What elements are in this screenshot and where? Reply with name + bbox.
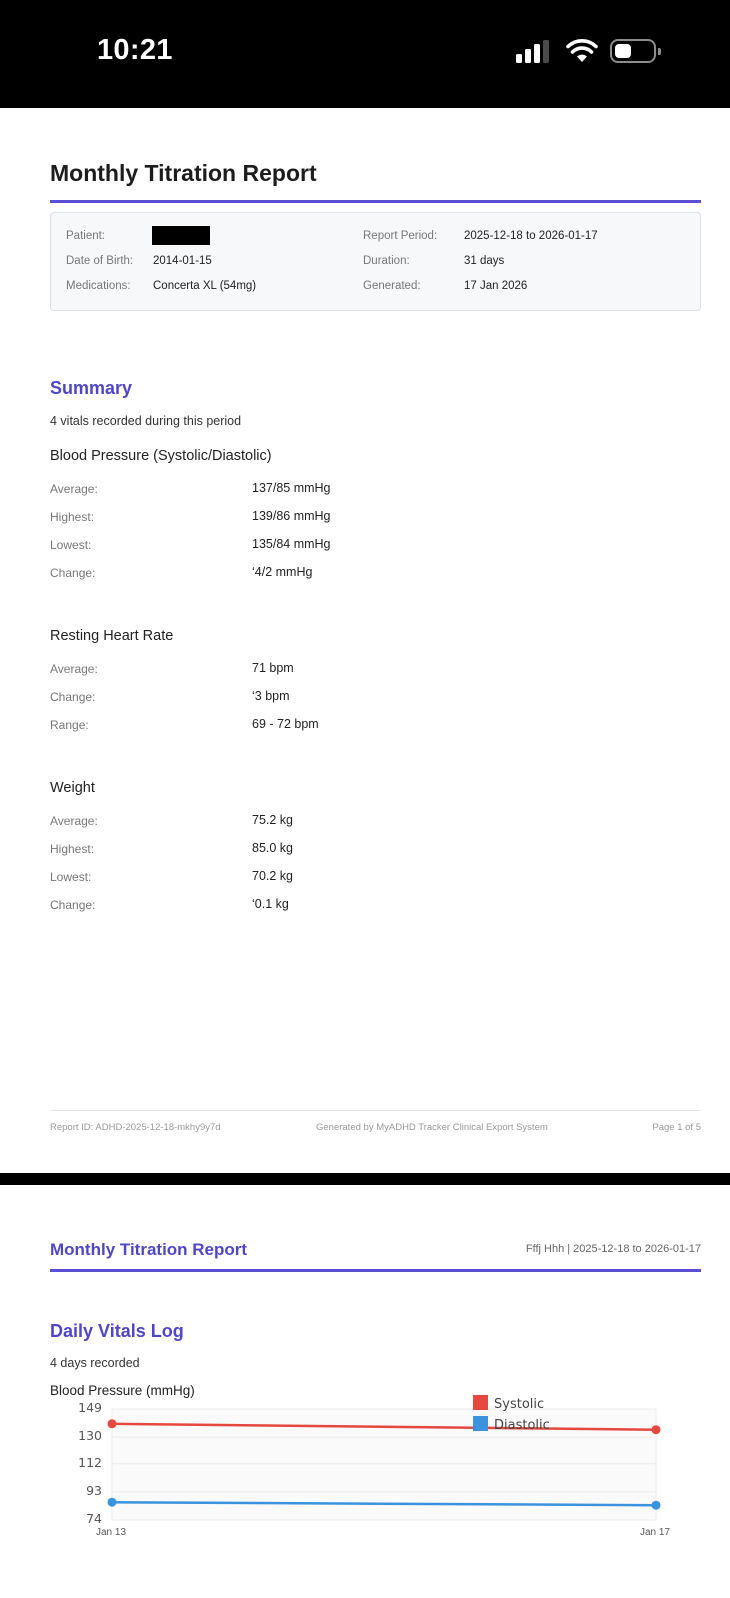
duration-value: 31 days [464,255,505,267]
report-title: Monthly Titration Report [50,160,317,186]
bp-lowest-value: 135/84 mmHg [252,537,331,551]
dob-value: 2014-01-15 [153,255,212,267]
bp-line-chart [0,1185,730,1598]
diastolic-swatch-icon [473,1416,488,1431]
report-page-1 [0,108,730,1173]
hr-average-label: Average: [50,662,98,676]
bp-highest-value: 139/86 mmHg [252,509,331,523]
bp-chart-title: Blood Pressure (mmHg) [50,1383,195,1398]
bp-group-title: Blood Pressure (Systolic/Diastolic) [50,448,272,464]
medications-label: Medications: [66,280,131,292]
weight-change-label: Change: [50,898,96,912]
patient-label: Patient: [66,230,105,242]
generated-label: Generated: [363,280,421,292]
hr-range-value: 69 - 72 bpm [252,717,319,731]
bp-change-value: ‘4/2 mmHg [252,565,313,579]
hr-average-value: 71 bpm [252,661,294,675]
cellular-signal-icon [516,41,554,63]
bp-change-label: Change: [50,566,96,580]
weight-change-value: ‘0.1 kg [252,897,289,911]
report-page-2 [0,1185,730,1598]
weight-highest-label: Highest: [50,842,95,856]
x-tick-label: Jan 13 [96,1527,127,1538]
generated-value: 17 Jan 2026 [464,280,528,292]
weight-average-value: 75.2 kg [252,813,294,827]
weight-average-label: Average: [50,814,98,828]
y-tick-label: 149 [78,1400,102,1415]
systolic-swatch-icon [473,1395,488,1410]
summary-heading: Summary [50,378,133,398]
page-header-meta: Fffj Hhh | 2025-12-18 to 2026-01-17 [525,1243,701,1255]
battery-icon [610,39,656,63]
footer-divider [50,1110,701,1111]
y-tick-label: 112 [78,1454,102,1470]
report-period-value: 2025-12-18 to 2026-01-17 [464,230,598,242]
y-tick-label: 74 [86,1511,102,1526]
daily-vitals-subtitle: 4 days recorded [50,1356,140,1370]
legend-item-diastolic: Diastolic [473,1416,550,1433]
page-separator [0,1173,730,1185]
weight-group-title: Weight [50,780,95,796]
patient-name-redacted [152,226,210,245]
daily-vitals-heading: Daily Vitals Log [50,1321,184,1341]
status-time: 10:21 [97,34,173,66]
page-header-title: Monthly Titration Report [50,1240,248,1259]
footer-generated-by: Generated by MyADHD Tracker Clinical Export System [316,1122,548,1133]
patient-info-box [50,212,701,311]
weight-lowest-value: 70.2 kg [252,869,294,883]
x-tick-label: Jan 17 [640,1527,671,1538]
weight-lowest-label: Lowest: [50,870,92,884]
status-bar [0,0,730,108]
hr-change-value: ‘3 bpm [252,689,290,703]
bp-highest-label: Highest: [50,510,95,524]
bp-average-label: Average: [50,482,98,496]
hr-change-label: Change: [50,690,96,704]
hr-range-label: Range: [50,718,89,732]
hr-group-title: Resting Heart Rate [50,628,174,644]
footer-report-id: Report ID: ADHD-2025-12-18-mkhy9y7d [50,1122,221,1133]
y-tick-label: 130 [78,1428,102,1444]
dob-label: Date of Birth: [66,255,134,267]
report-period-label: Report Period: [363,230,438,242]
footer-page-number: Page 1 of 5 [652,1122,701,1133]
bp-lowest-label: Lowest: [50,538,92,552]
medications-value: Concerta XL (54mg) [153,280,257,292]
wifi-icon [566,38,598,64]
weight-highest-value: 85.0 kg [252,841,294,855]
title-divider [50,200,701,203]
summary-subtitle: 4 vitals recorded during this period [50,414,242,428]
duration-label: Duration: [363,255,410,267]
y-tick-label: 93 [86,1482,102,1498]
bp-average-value: 137/85 mmHg [252,481,331,495]
legend-item-systolic: Systolic [473,1395,544,1412]
